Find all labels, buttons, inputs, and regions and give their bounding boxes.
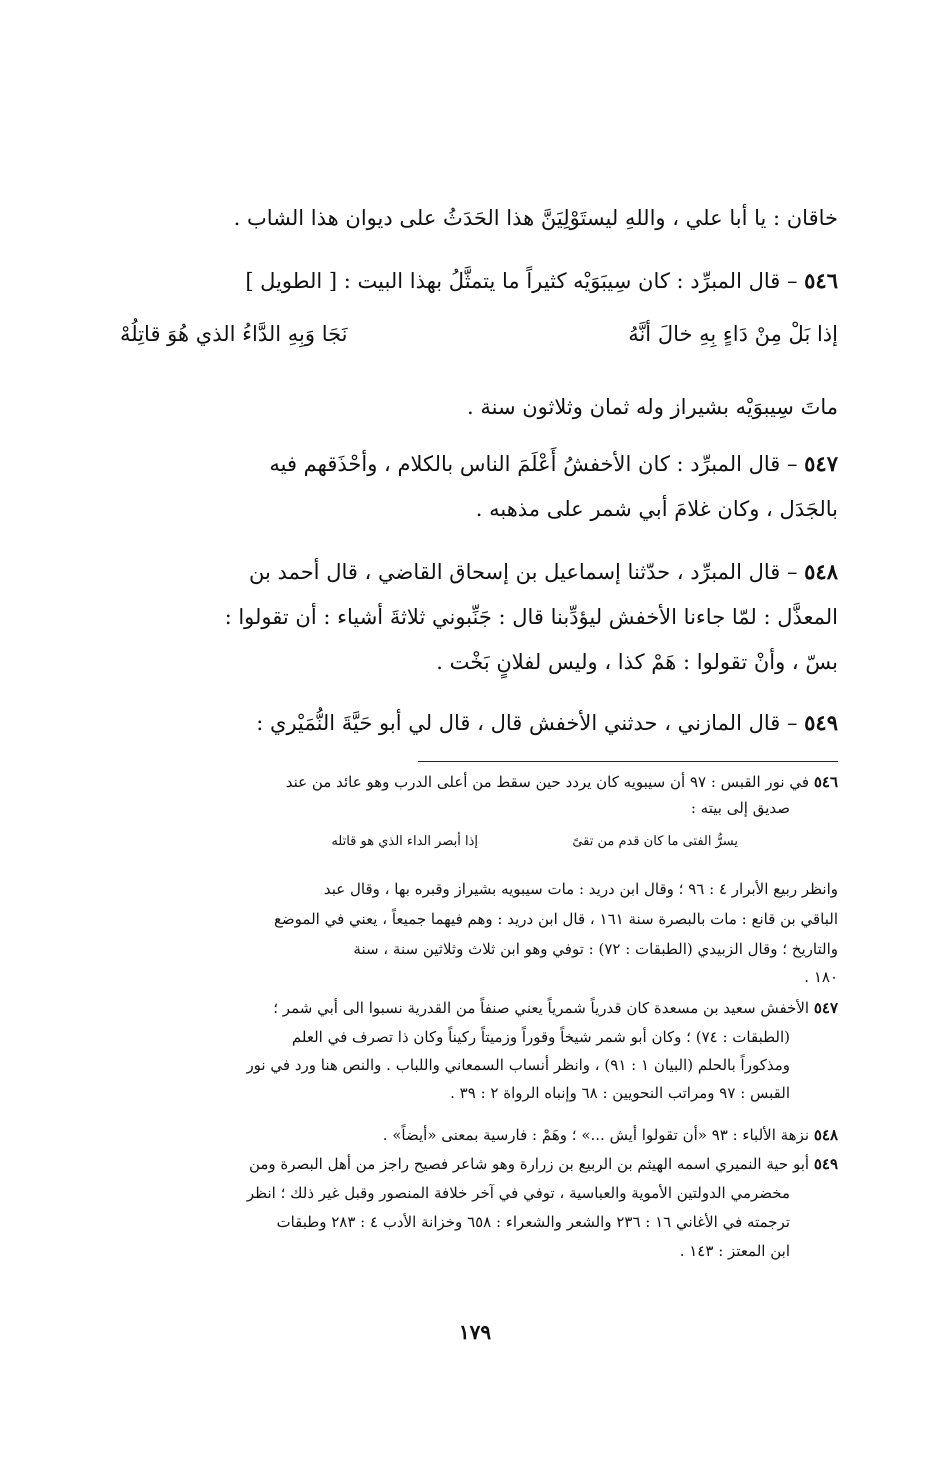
entry-text: – قال المبرِّد : كان الأخفشُ أَعْلَمَ الناس بالكلام ، وأحْذَقهم فيه — [269, 452, 798, 476]
footnote-line: ومذكوراً بالحلم (البيان ١ : ٩١) ، وانظر أنساب السمعاني واللباب . والنص هنا ورد في نور — [246, 1056, 790, 1074]
entry-549 — [256, 708, 838, 738]
text-line: المعذَّل : لمّا جاءنا الأخفش ليؤدِّبنا قال : جَنِّبوني ثلاثةَ أشياء : أن تقولوا : — [224, 605, 838, 629]
footnote-number: ٥٤٩ — [813, 1155, 838, 1173]
footnote-divider — [418, 761, 838, 762]
footnote-text: نزهة الألباء : ٩٣ «أن تقولوا أيش ...» ؛ وهَمْ : فارسية بمعنى «أيضاً» . — [382, 1126, 810, 1144]
entry-number: ٥٤٦ — [804, 268, 838, 293]
footnote-hemistich-1: يسرُّ الفتى ما كان قدم من تقىً — [572, 834, 738, 849]
page-number: ١٧٩ — [458, 1320, 492, 1344]
text-line: خاقان : يا أبا علي ، واللهِ ليستَوْلِيَنَّ هذا الحَدَثُ على ديوان هذا الشاب . — [233, 206, 838, 230]
footnote-line: ترجمته في الأغاني ١٦ : ٢٣٦ والشعر والشعراء : ٦٥٨ وخزانة الأدب ٤ : ٢٨٣ وطبقات — [276, 1213, 790, 1231]
entry-547 — [269, 449, 838, 479]
footnote-549 — [249, 1153, 838, 1175]
footnote-line: ابن المعتز : ١٤٣ . — [679, 1242, 790, 1260]
footnote-line: وانظر ربيع الأبرار ٤ : ٩٦ ؛ وقال ابن دريد : مات سيبويه بشيراز وقبره بها ، وقال عبد — [323, 880, 838, 898]
footnote-hemistich-2: إذا أبصر الداء الذي هو قاتله — [331, 834, 478, 849]
footnote-number: ٥٤٧ — [813, 999, 838, 1017]
footnote-line: مخضرمي الدولتين الأموية والعباسية ، توفي في آخر خلافة المنصور وقبل غير ذلك ؛ انظر — [246, 1184, 790, 1202]
entry-number: ٥٤٧ — [804, 451, 838, 476]
footnote-text: الأخفش سعيد بن مسعدة كان قدرياً شمرياً يعني صنفاً من القدرية نسبوا الى أبي شمر ؛ — [273, 999, 810, 1017]
poem-hemistich-2: نَجَا وَبِهِ الدَّاءُ الذي هُوَ قاتِلُهْ — [120, 322, 348, 346]
footnote-text: أبو حية النميري اسمه الهيثم بن الربيع بن زرارة وهو شاعر فصيح راجز من أهل البصرة ومن — [248, 1155, 810, 1173]
poem-verse — [120, 322, 838, 358]
footnote-line: الباقي بن قانع : مات بالبصرة سنة ١٦١ ، قال ابن دريد : وهم فيهما جميعاً ، يعني في الموضع — [273, 910, 838, 928]
footnote-547 — [273, 997, 838, 1019]
footnote-number: ٥٤٦ — [813, 773, 838, 791]
entry-546 — [245, 266, 838, 296]
entry-text: – قال المبرِّد ، حدّثنا إسماعيل بن إسحاق القاضي ، قال أحمد بن — [249, 560, 798, 584]
footnote-548 — [383, 1124, 838, 1146]
text-line: ماتَ سِيبوَيْه بشيراز وله ثمان وثلاثون سنة . — [467, 395, 838, 419]
footnote-line: والتاريخ ؛ وقال الزبيدي (الطبقات : ٧٢) : توفي وهو ابن ثلاث وثلاثين سنة ، سنة — [353, 940, 838, 958]
entry-text: – قال المبرِّد : كان سِيبَوَيْه كثيراً ما يتمثَّلُ بهذا البيت : [ الطويل ] — [245, 269, 798, 293]
footnote-line: صديق إلى بيته : — [690, 799, 790, 817]
entry-text: – قال المازني ، حدثني الأخفش قال ، قال لي أبو حَيَّةَ النُّمَيْري : — [256, 711, 798, 735]
poem-hemistich-1: إذا بَلْ مِنْ دَاءٍ بِهِ خالَ أنَّهُ — [628, 322, 838, 346]
footnote-line: (الطبقات : ٧٤) ؛ وكان أبو شمر شيخاً وقوراً وزميتاً ركيناً وكان ذا تصرف في العلم — [291, 1028, 790, 1046]
footnote-546 — [286, 771, 838, 793]
footnote-text: في نور القبس : ٩٧ أن سيبويه كان يردد حين سقط من أعلى الدرب وهو عائد من عند — [285, 773, 810, 791]
text-line: بالجَدَل ، وكان غلامَ أبي شمر على مذهبه . — [475, 497, 838, 521]
entry-number: ٥٤٨ — [804, 559, 838, 584]
entry-number: ٥٤٩ — [804, 710, 838, 735]
entry-548 — [249, 557, 838, 587]
text-line: بسّ ، وأنْ تقولوا : هَمْ كذا ، وليس لفلانٍ بَخْت . — [436, 650, 838, 674]
footnote-number: ٥٤٨ — [813, 1126, 838, 1144]
footnote-line: ١٨٠ . — [804, 968, 838, 986]
footnote-line: القبس : ٩٧ ومراتب النحويين : ٦٨ وإنباه الرواة ٢ : ٣٩ . — [450, 1084, 790, 1102]
